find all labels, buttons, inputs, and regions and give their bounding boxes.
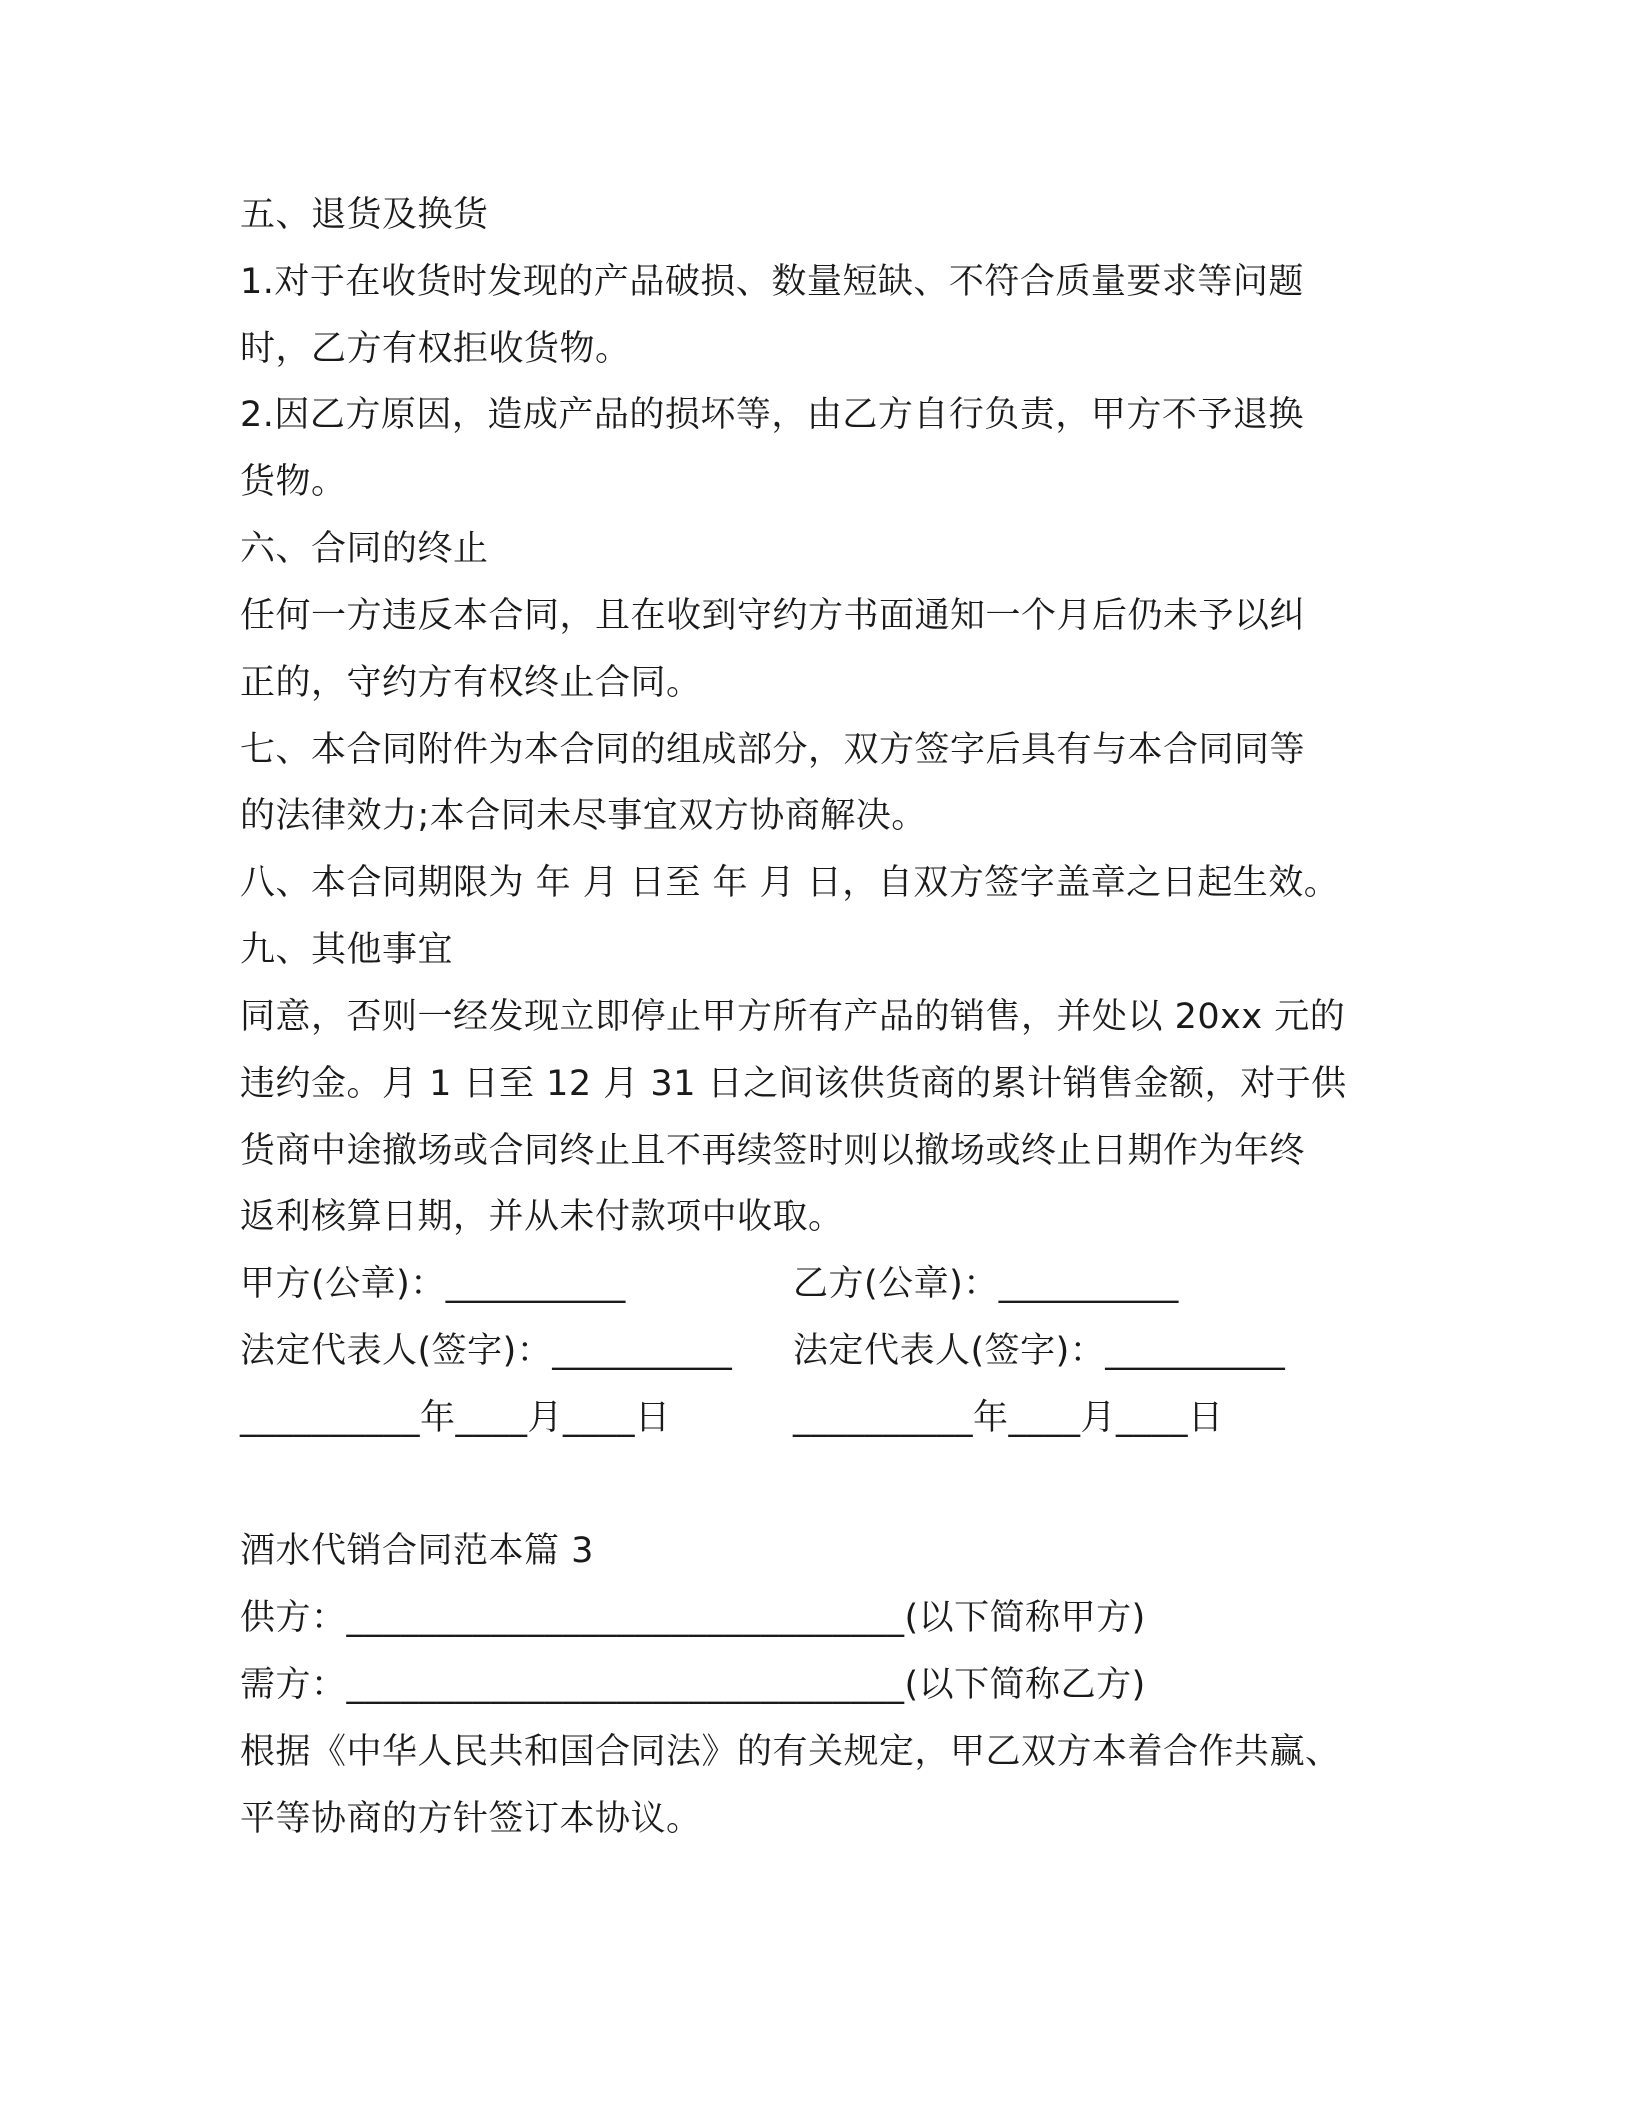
- section-6-para-line-1: 任何一方违反本合同，且在收到守约方书面通知一个月后仍未予以纠: [240, 596, 1306, 636]
- section-5-heading: 五、退货及换货: [240, 195, 489, 235]
- section-7-line-2: 的法律效力;本合同未尽事宜双方协商解决。: [240, 796, 927, 836]
- party-a-date-field: __________年____月____日: [240, 1398, 671, 1438]
- supplier-field: 供方：_______________________________(以下简称甲方): [240, 1598, 1146, 1638]
- section-6-para-line-2: 正的，守约方有权终止合同。: [240, 663, 702, 703]
- section-6-heading: 六、合同的终止: [240, 529, 489, 569]
- section-9-para-line-2: 违约金。月 1 日至 12 月 31 日之间该供货商的累计销售金额，对于供: [240, 1064, 1347, 1104]
- section-5-item-1-line-1: 1.对于在收货时发现的产品破损、数量短缺、不符合质量要求等问题: [240, 262, 1304, 302]
- section-9-heading: 九、其他事宜: [240, 930, 454, 970]
- party-b-seal-field: 乙方(公章)：__________: [793, 1264, 1179, 1304]
- party-b-date-field: __________年____月____日: [793, 1398, 1224, 1438]
- section-5-item-1-line-2: 时，乙方有权拒收货物。: [240, 329, 631, 369]
- section-7-line-1: 七、本合同附件为本合同的组成部分，双方签字后具有与本合同同等: [240, 730, 1306, 770]
- party-a-representative-field: 法定代表人(签字)：__________: [240, 1331, 733, 1371]
- contract-3-title: 酒水代销合同范本篇 3: [240, 1531, 594, 1571]
- section-9-para-line-3: 货商中途撤场或合同终止且不再续签时则以撤场或终止日期作为年终: [240, 1131, 1306, 1171]
- buyer-field: 需方：_______________________________(以下简称乙方): [240, 1665, 1146, 1705]
- party-b-representative-field: 法定代表人(签字)：__________: [793, 1331, 1286, 1371]
- section-9-para-line-4: 返利核算日期，并从未付款项中收取。: [240, 1197, 844, 1237]
- party-a-seal-field: 甲方(公章)：__________: [240, 1264, 626, 1304]
- contract-3-para-line-1: 根据《中华人民共和国合同法》的有关规定，甲乙双方本着合作共赢、: [240, 1732, 1341, 1772]
- section-5-item-2-line-1: 2.因乙方原因，造成产品的损坏等，由乙方自行负责，甲方不予退换: [240, 395, 1304, 435]
- contract-3-para-line-2: 平等协商的方针签订本协议。: [240, 1799, 702, 1839]
- section-9-para-line-1: 同意，否则一经发现立即停止甲方所有产品的销售，并处以 20xx 元的: [240, 997, 1346, 1037]
- section-8-line-1: 八、本合同期限为 年 月 日至 年 月 日，自双方签字盖章之日起生效。: [240, 863, 1340, 903]
- section-5-item-2-line-2: 货物。: [240, 462, 347, 502]
